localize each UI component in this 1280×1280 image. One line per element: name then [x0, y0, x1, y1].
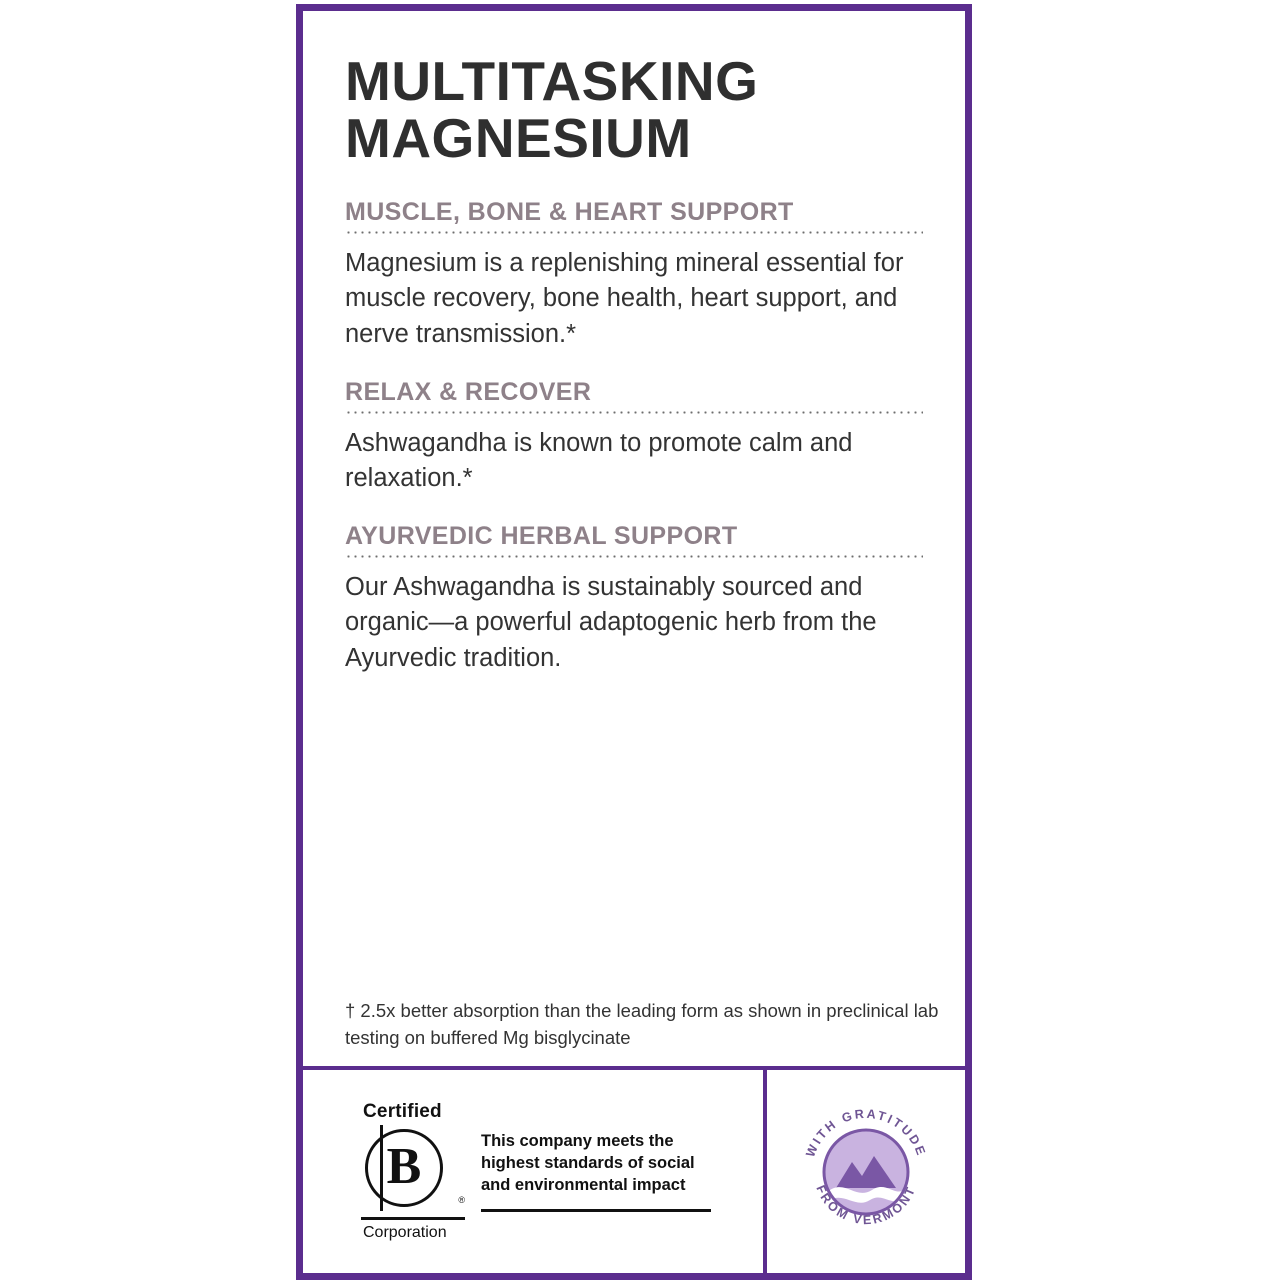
product-title-line-1: MULTITASKING — [345, 50, 759, 112]
label-content — [303, 11, 965, 1273]
bcorp-statement-rule — [481, 1209, 711, 1212]
bcorp-certified-label: Certified — [363, 1101, 442, 1122]
benefit-heading-1: MUSCLE, BONE & HEART SUPPORT — [345, 198, 794, 227]
gratitude-vermont-seal-icon — [790, 1096, 942, 1248]
benefit-section-2 — [343, 378, 925, 496]
benefit-section-1 — [343, 198, 925, 352]
bcorp-corporation-label: Corporation — [363, 1224, 447, 1241]
benefit-body-1: Magnesium is a replenishing mineral essential for muscle recovery, bone health, heart support, and nerve transmission.* — [345, 249, 904, 348]
bcorp-registered-mark: ® — [458, 1195, 465, 1205]
dotted-divider-2 — [345, 411, 923, 414]
svg-text:FROM VERMONT: FROM VERMONT — [813, 1182, 919, 1227]
dotted-divider-3 — [345, 555, 923, 558]
benefit-body-2: Ashwagandha is known to promote calm and relaxation.* — [345, 428, 853, 493]
bcorp-logo-icon — [361, 1101, 465, 1242]
benefit-heading-2: RELAX & RECOVER — [345, 377, 592, 406]
product-label-panel — [296, 4, 972, 1280]
svg-text:WITH GRATITUDE: WITH GRATITUDE — [803, 1106, 929, 1159]
benefit-heading-3: AYURVEDIC HERBAL SUPPORT — [345, 522, 738, 551]
product-title-line-2: MAGNESIUM — [345, 106, 692, 169]
footnote-text: † 2.5x better absorption than the leading form as shown in preclinical lab testing on buffered Mg bisglycinate — [345, 1000, 939, 1048]
bcorp-badge — [303, 1070, 763, 1273]
bcorp-letter: B — [386, 1138, 422, 1195]
benefit-body-3: Our Ashwagandha is sustainably sourced and organic—a powerful adaptogenic herb from the Ayurvedic tradition. — [345, 573, 877, 672]
bcorp-statement: This company meets the highest standards of social and environmental impact — [481, 1132, 695, 1194]
benefit-section-3 — [343, 522, 925, 676]
vermont-seal-badge — [763, 1070, 965, 1273]
certification-badge-row — [303, 1066, 965, 1273]
page-title — [345, 50, 925, 169]
dotted-divider-1 — [345, 231, 923, 234]
